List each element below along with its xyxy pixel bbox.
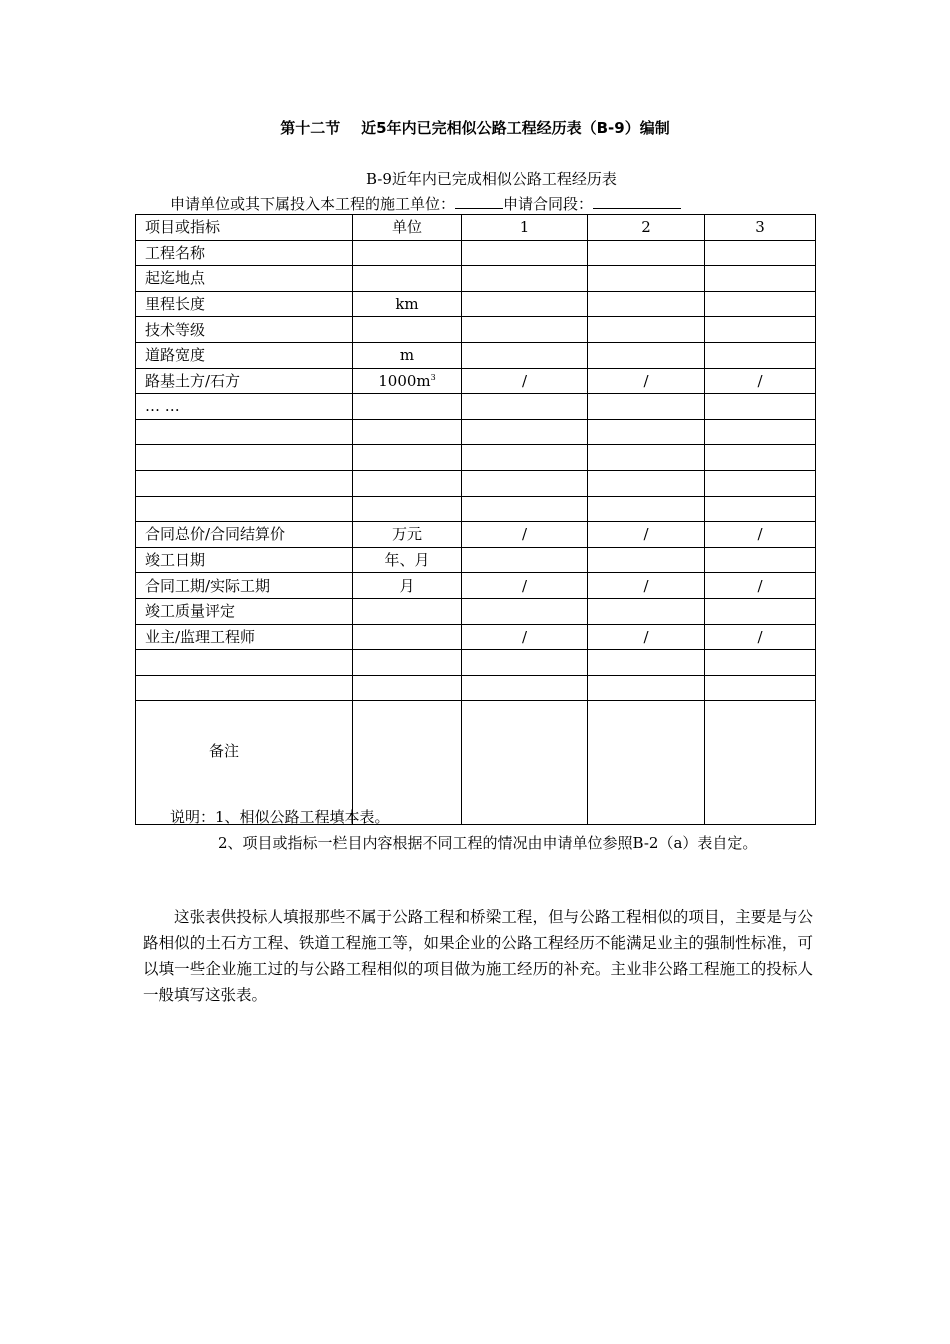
table-row bbox=[136, 547, 816, 573]
note-1: 说明：1、相似公路工程填本表。 bbox=[170, 808, 390, 826]
row-value-cell-2[interactable]: / bbox=[588, 522, 705, 548]
row-value-cell-2[interactable] bbox=[588, 445, 705, 471]
row-value-cell-2[interactable] bbox=[588, 650, 705, 676]
table-row bbox=[136, 368, 816, 394]
row-value-cell-1[interactable] bbox=[462, 675, 588, 701]
row-item-cell[interactable]: 起迄地点 bbox=[136, 266, 353, 292]
row-value-cell-3[interactable]: / bbox=[705, 573, 816, 599]
row-unit-cell[interactable] bbox=[353, 496, 462, 522]
unit-superscript: 3 bbox=[430, 372, 436, 382]
row-item-cell[interactable] bbox=[136, 496, 353, 522]
row-value-cell-3[interactable] bbox=[705, 419, 816, 445]
table-row bbox=[136, 291, 816, 317]
remark-cell-4[interactable] bbox=[705, 701, 816, 825]
row-value-cell-2[interactable] bbox=[588, 547, 705, 573]
row-value-cell-1[interactable] bbox=[462, 547, 588, 573]
table-row bbox=[136, 342, 816, 368]
row-unit-cell[interactable] bbox=[353, 368, 462, 394]
header-unit: 单位 bbox=[353, 215, 462, 241]
row-value-cell-1[interactable] bbox=[462, 598, 588, 624]
row-item-cell[interactable]: 竣工日期 bbox=[136, 547, 353, 573]
row-unit-cell[interactable]: 万元 bbox=[353, 522, 462, 548]
row-value-cell-1[interactable]: / bbox=[462, 522, 588, 548]
row-value-cell-2[interactable] bbox=[588, 394, 705, 420]
row-unit-cell[interactable] bbox=[353, 240, 462, 266]
row-value-cell-3[interactable] bbox=[705, 675, 816, 701]
row-value-cell-2[interactable]: / bbox=[588, 573, 705, 599]
table-row bbox=[136, 650, 816, 676]
remark-cell-2[interactable] bbox=[462, 701, 588, 825]
row-item-cell[interactable] bbox=[136, 675, 353, 701]
row-unit-cell[interactable] bbox=[353, 445, 462, 471]
table-row bbox=[136, 624, 816, 650]
unit-text: 1000m bbox=[378, 371, 431, 390]
explanation-paragraph: 这张表供投标人填报那些不属于公路工程和桥梁工程，但与公路工程相似的项目，主要是与公路相似的土石方工程、铁道工程施工等，如果企业的公路工程经历不能满足业主的强制性标准，可以填一些企业施工过的与公路工程相似的项目做为施工经历的补充。主业非公路工程施工的投标人一般填写这张表。 bbox=[143, 908, 813, 1004]
row-value-cell-3[interactable] bbox=[705, 445, 816, 471]
table-row bbox=[136, 675, 816, 701]
row-value-cell-1[interactable]: / bbox=[462, 624, 588, 650]
row-value-cell-1[interactable] bbox=[462, 470, 588, 496]
table-row bbox=[136, 522, 816, 548]
row-value-cell-3[interactable]: / bbox=[705, 522, 816, 548]
row-value-cell-2[interactable] bbox=[588, 598, 705, 624]
row-unit-cell[interactable] bbox=[353, 394, 462, 420]
table-row bbox=[136, 266, 816, 292]
row-value-cell-3[interactable] bbox=[705, 496, 816, 522]
table-caption: B-9近年内已完成相似公路工程经历表 bbox=[366, 170, 617, 188]
row-unit-cell[interactable]: km bbox=[353, 291, 462, 317]
header-col-3: 3 bbox=[705, 215, 816, 241]
row-item-cell[interactable]: 路基土方/石方 bbox=[136, 368, 353, 394]
row-unit-cell[interactable] bbox=[353, 624, 462, 650]
row-value-cell-3[interactable] bbox=[705, 598, 816, 624]
row-value-cell-1[interactable] bbox=[462, 419, 588, 445]
section-title: 第十二节 近5年内已完相似公路工程经历表（B-9）编制 bbox=[280, 119, 670, 137]
table-row bbox=[136, 470, 816, 496]
row-value-cell-2[interactable]: / bbox=[588, 368, 705, 394]
table-row bbox=[136, 394, 816, 420]
table-row bbox=[136, 445, 816, 471]
row-unit-cell[interactable] bbox=[353, 266, 462, 292]
row-value-cell-2[interactable]: / bbox=[588, 624, 705, 650]
applicant-unit-label: 申请单位或其下属投入本工程的施工单位： bbox=[170, 195, 456, 213]
row-value-cell-3[interactable] bbox=[705, 317, 816, 343]
row-value-cell-3[interactable] bbox=[705, 240, 816, 266]
row-item-cell[interactable] bbox=[136, 419, 353, 445]
row-value-cell-3[interactable]: / bbox=[705, 624, 816, 650]
table-row bbox=[136, 598, 816, 624]
remark-cell-3[interactable] bbox=[588, 701, 705, 825]
row-value-cell-1[interactable] bbox=[462, 394, 588, 420]
row-value-cell-1[interactable] bbox=[462, 317, 588, 343]
table-row bbox=[136, 496, 816, 522]
header-col-2: 2 bbox=[588, 215, 705, 241]
row-unit-cell[interactable] bbox=[353, 317, 462, 343]
row-item-cell[interactable]: 合同工期/实际工期 bbox=[136, 573, 353, 599]
remark-label: 备注 bbox=[136, 701, 353, 825]
row-item-cell[interactable]: 道路宽度 bbox=[136, 342, 353, 368]
row-value-cell-3[interactable] bbox=[705, 266, 816, 292]
row-unit-cell[interactable] bbox=[353, 419, 462, 445]
row-value-cell-3[interactable] bbox=[705, 547, 816, 573]
contract-section-label: 申请合同段： bbox=[503, 195, 594, 213]
row-value-cell-3[interactable] bbox=[705, 470, 816, 496]
row-value-cell-1[interactable] bbox=[462, 291, 588, 317]
row-item-cell[interactable]: 工程名称 bbox=[136, 240, 353, 266]
row-value-cell-1[interactable] bbox=[462, 650, 588, 676]
header-item: 项目或指标 bbox=[136, 215, 353, 241]
note-2: 2、项目或指标一栏目内容根据不同工程的情况由申请单位参照B-2（a）表自定。 bbox=[218, 834, 758, 852]
row-value-cell-1[interactable] bbox=[462, 445, 588, 471]
header-col-1: 1 bbox=[462, 215, 588, 241]
row-value-cell-3[interactable] bbox=[705, 394, 816, 420]
applicant-line bbox=[170, 193, 681, 214]
table-row bbox=[136, 419, 816, 445]
row-value-cell-2[interactable] bbox=[588, 675, 705, 701]
row-unit-cell[interactable]: m bbox=[353, 342, 462, 368]
row-value-cell-3[interactable]: / bbox=[705, 368, 816, 394]
row-value-cell-1[interactable] bbox=[462, 266, 588, 292]
row-value-cell-1[interactable] bbox=[462, 342, 588, 368]
row-value-cell-2[interactable] bbox=[588, 291, 705, 317]
row-value-cell-3[interactable] bbox=[705, 650, 816, 676]
row-value-cell-1[interactable] bbox=[462, 496, 588, 522]
row-value-cell-2[interactable] bbox=[588, 240, 705, 266]
row-value-cell-1[interactable] bbox=[462, 240, 588, 266]
row-unit-cell[interactable]: 年、月 bbox=[353, 547, 462, 573]
row-value-cell-1[interactable]: / bbox=[462, 573, 588, 599]
table-row bbox=[136, 573, 816, 599]
row-item-cell[interactable]: … … bbox=[136, 394, 353, 420]
row-item-cell[interactable]: 技术等级 bbox=[136, 317, 353, 343]
row-value-cell-2[interactable] bbox=[588, 342, 705, 368]
row-unit-cell[interactable]: 月 bbox=[353, 573, 462, 599]
row-value-cell-2[interactable] bbox=[588, 266, 705, 292]
experience-table bbox=[135, 214, 816, 825]
applicant-unit-blank[interactable] bbox=[455, 196, 503, 209]
row-value-cell-3[interactable] bbox=[705, 342, 816, 368]
row-item-cell[interactable]: 竣工质量评定 bbox=[136, 598, 353, 624]
row-unit-cell[interactable] bbox=[353, 675, 462, 701]
row-unit-cell[interactable] bbox=[353, 470, 462, 496]
row-item-cell[interactable]: 业主/监理工程师 bbox=[136, 624, 353, 650]
row-value-cell-2[interactable] bbox=[588, 470, 705, 496]
table-row bbox=[136, 317, 816, 343]
table-row bbox=[136, 240, 816, 266]
table-header-row bbox=[136, 215, 816, 241]
contract-section-blank[interactable] bbox=[593, 196, 681, 209]
row-item-cell[interactable] bbox=[136, 470, 353, 496]
row-item-cell[interactable]: 合同总价/合同结算价 bbox=[136, 522, 353, 548]
row-item-cell[interactable] bbox=[136, 445, 353, 471]
row-unit-cell[interactable] bbox=[353, 650, 462, 676]
row-value-cell-2[interactable] bbox=[588, 419, 705, 445]
row-value-cell-2[interactable] bbox=[588, 317, 705, 343]
row-value-cell-2[interactable] bbox=[588, 496, 705, 522]
row-value-cell-3[interactable] bbox=[705, 291, 816, 317]
row-item-cell[interactable]: 里程长度 bbox=[136, 291, 353, 317]
row-item-cell[interactable] bbox=[136, 650, 353, 676]
row-unit-cell[interactable] bbox=[353, 598, 462, 624]
row-value-cell-1[interactable]: / bbox=[462, 368, 588, 394]
